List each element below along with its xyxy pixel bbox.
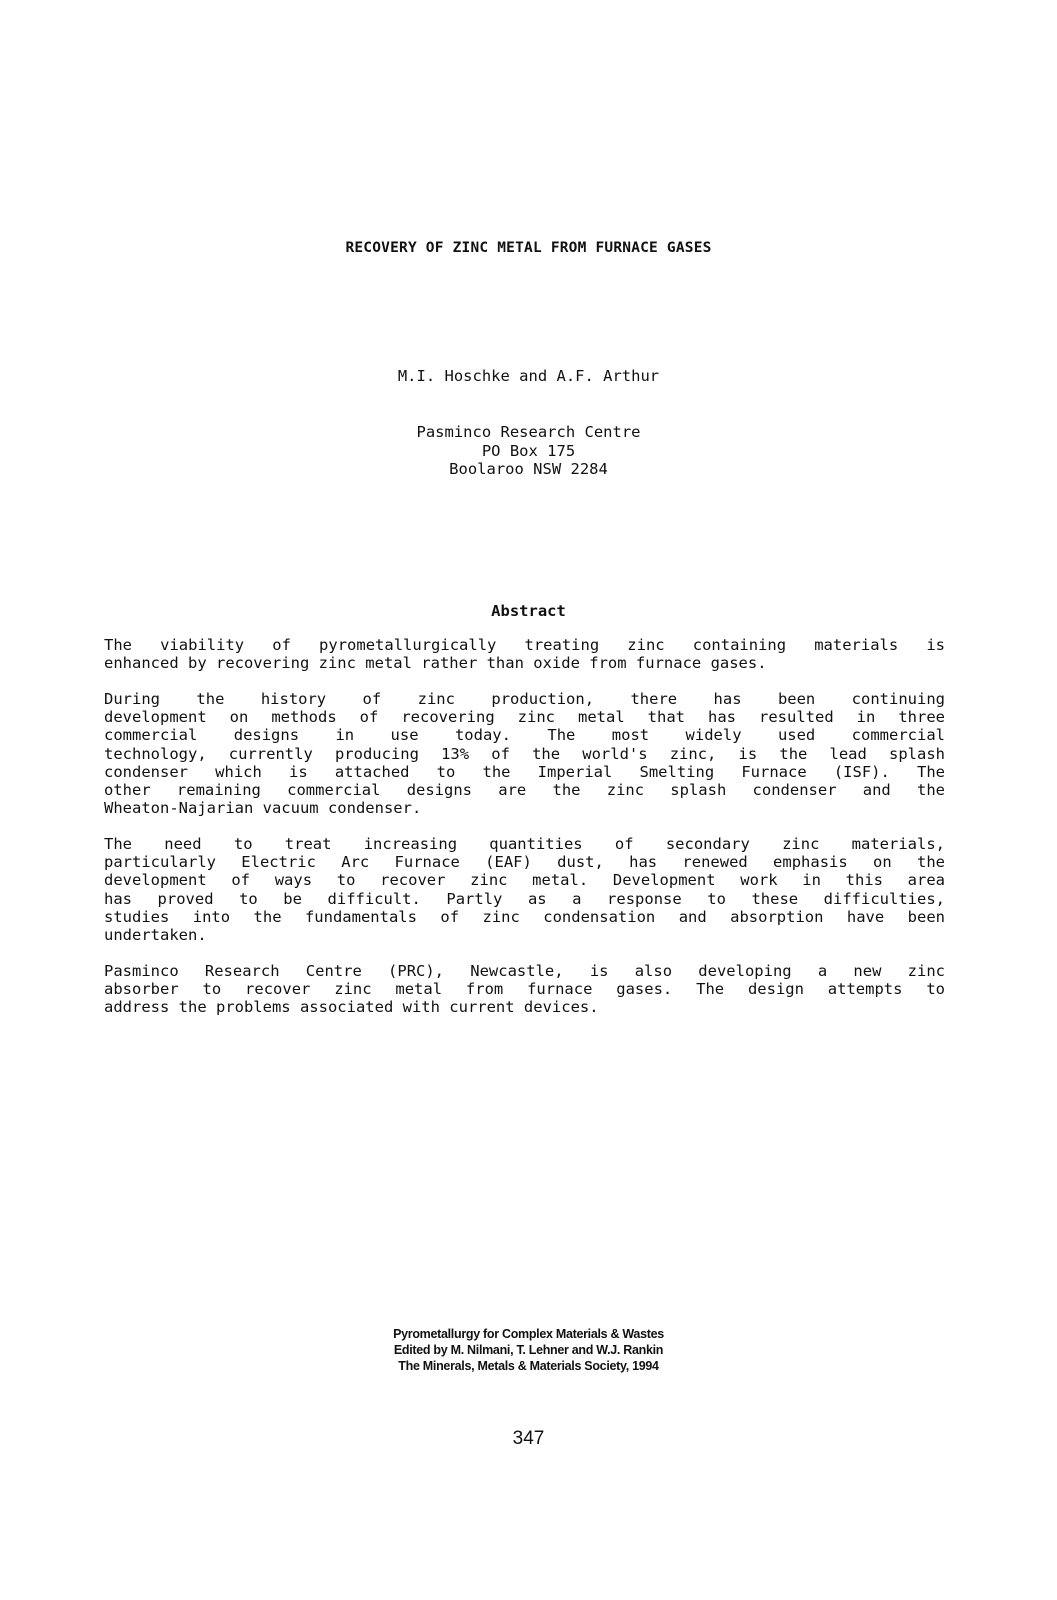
affiliation: [0, 423, 1057, 479]
citation-line: Pyrometallurgy for Complex Materials & Wastes: [393, 1327, 664, 1341]
abstract-paragraph: [104, 636, 945, 672]
text-line: address the problems associated with current devices.: [104, 998, 599, 1017]
text-line: development of ways to recover zinc metal. Development work in this area: [104, 871, 945, 890]
abstract-paragraph: [104, 835, 945, 944]
text-line: condenser which is attached to the Imperial Smelting Furnace (ISF). The: [104, 762, 945, 781]
citation-footer: [0, 1326, 1057, 1374]
abstract-paragraph: [104, 690, 945, 817]
text-line: During the history of zinc production, there has been continuing: [104, 690, 945, 708]
text-line: The viability of pyrometallurgically treating zinc containing materials is: [104, 636, 945, 654]
citation-line: The Minerals, Metals & Materials Society, 1994: [398, 1359, 659, 1373]
text-line: other remaining commercial designs are the zinc splash condenser and the: [104, 781, 945, 800]
affiliation-line: PO Box 175: [481, 441, 576, 460]
page-number: 347: [512, 1428, 545, 1449]
text-line: has proved to be difficult. Partly as a response to these difficulties,: [104, 889, 945, 908]
text-line: enhanced by recovering zinc metal rather than oxide from furnace gases.: [104, 654, 767, 673]
text-line: absorber to recover zinc metal from furnace gases. The design attempts to: [104, 980, 945, 999]
text-line: particularly Electric Arc Furnace (EAF) dust, has renewed emphasis on the: [104, 853, 945, 872]
abstract-paragraph: [104, 962, 945, 1017]
text-line: The need to treat increasing quantities of secondary zinc materials,: [104, 835, 945, 853]
authors: M.I. Hoschke and A.F. Arthur: [397, 367, 660, 385]
text-line: undertaken.: [104, 926, 207, 945]
paper-title: RECOVERY OF ZINC METAL FROM FURNACE GASES: [345, 240, 712, 256]
affiliation-line: Pasminco Research Centre: [416, 423, 641, 441]
text-line: Pasminco Research Centre (PRC), Newcastle, is also developing a new zinc: [104, 962, 945, 980]
text-line: commercial designs in use today. The most widely used commercial: [104, 726, 945, 745]
affiliation-line: Boolaroo NSW 2284: [449, 460, 608, 478]
text-line: studies into the fundamentals of zinc condensation and absorption have been: [104, 907, 945, 926]
text-line: development on methods of recovering zinc metal that has resulted in three: [104, 708, 945, 727]
abstract-heading: Abstract: [491, 602, 566, 620]
text-line: Wheaton-Najarian vacuum condenser.: [104, 799, 422, 818]
text-line: technology, currently producing 13% of the world's zinc, is the lead splash: [104, 744, 945, 763]
citation-line: Edited by M. Nilmani, T. Lehner and W.J. Rankin: [393, 1343, 664, 1357]
